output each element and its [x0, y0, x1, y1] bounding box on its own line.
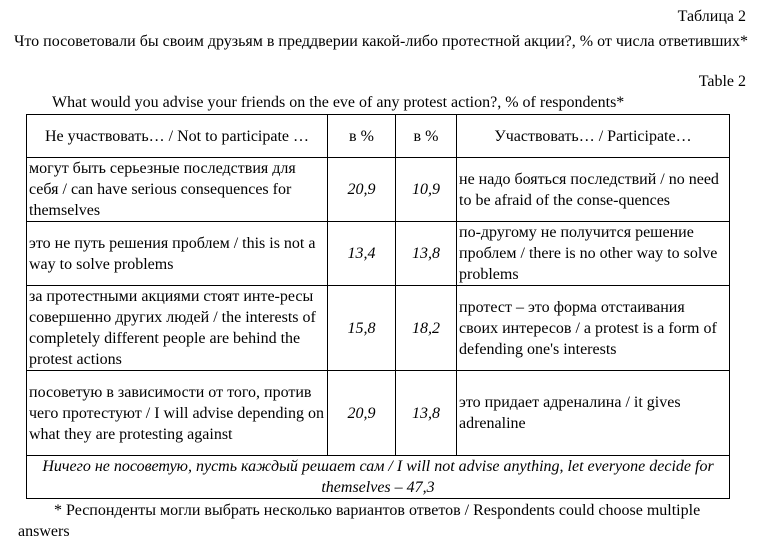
table-footer-row: [27, 456, 730, 499]
percent-not-participate: 15,8: [328, 286, 396, 371]
table-label-ru: Таблица 2: [677, 8, 746, 25]
percent-participate: 13,8: [396, 371, 457, 456]
no-advice-row: Ничего не посоветую, пусть каждый решает сам / I will not advise anything, let everyone decide for themselves – 47,3: [27, 456, 730, 499]
table-row: [27, 371, 730, 456]
table-label-en: Table 2: [698, 73, 746, 90]
reason-not-participate: за протестными акциями стоят инте-ресы совершенно других людей / the interests of completely different people are behind the protest actions: [27, 286, 328, 371]
table-row: [27, 158, 730, 222]
reason-participate: не надо бояться последствий / no need to be afraid of the conse-quences: [457, 158, 730, 222]
header-not-participate: Не участвовать… / Not to participate …: [27, 115, 328, 158]
header-percent-1: в %: [328, 115, 396, 158]
percent-not-participate: 20,9: [328, 158, 396, 222]
percent-not-participate: 20,9: [328, 371, 396, 456]
reason-not-participate: могут быть серьезные последствия для себя / can have serious consequences for themselves: [27, 158, 328, 222]
percent-participate: 10,9: [396, 158, 457, 222]
reason-participate: протест – это форма отстаивания своих интересов / a protest is a form of defending one's interests: [457, 286, 730, 371]
table-header-row: [27, 115, 730, 158]
reason-not-participate: это не путь решения проблем / this is not a way to solve problems: [27, 222, 328, 286]
header-percent-2: в %: [396, 115, 457, 158]
reason-participate: это придает адреналина / it gives adrenaline: [457, 371, 730, 456]
reason-participate: по-другому не получится решение проблем / there is no other way to solve problems: [457, 222, 730, 286]
header-participate: Участвовать… / Participate…: [457, 115, 730, 158]
reason-not-participate: посоветую в зависимости от того, против чего протестуют / I will advise depending on what they are protesting against: [27, 371, 328, 456]
footnote: * Респонденты могли выбрать несколько вариантов ответов / Respondents could choose multiple answers: [18, 502, 701, 540]
percent-not-participate: 13,4: [328, 222, 396, 286]
percent-participate: 13,8: [396, 222, 457, 286]
percent-participate: 18,2: [396, 286, 457, 371]
table-title-ru: Что посоветовали бы своим друзьям в преддверии какой-либо протестной акции?, % от числа ответивших*: [14, 33, 748, 50]
table-row: [27, 222, 730, 286]
survey-table: [26, 114, 730, 499]
table-row: [27, 286, 730, 371]
table-title-en: What would you advise your friends on the eve of any protest action?, % of respondents*: [52, 94, 625, 111]
